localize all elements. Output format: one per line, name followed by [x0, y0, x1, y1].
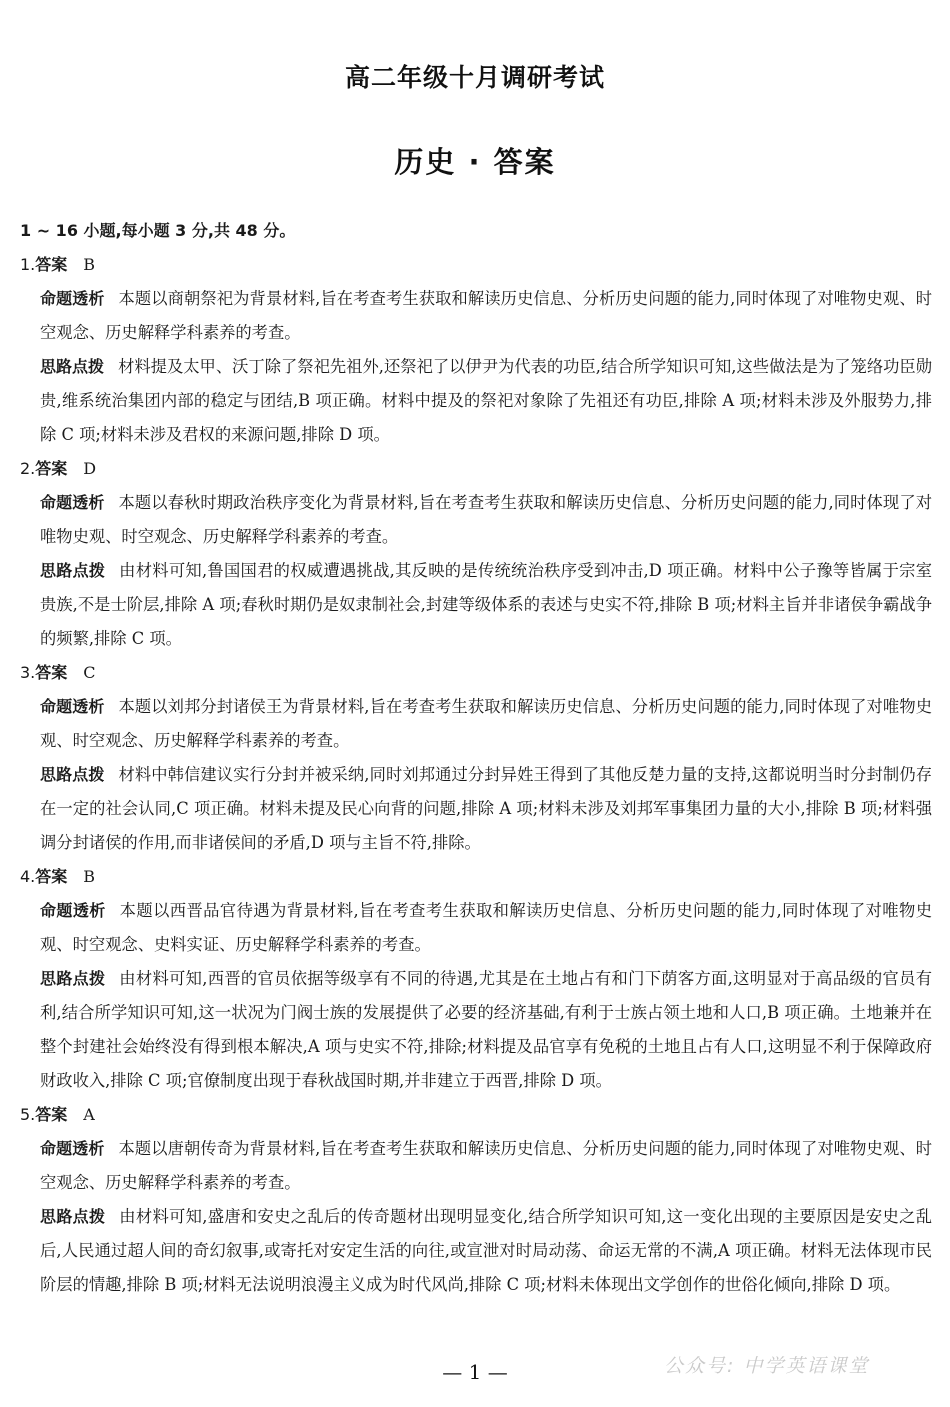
question-1-answer-row: [20, 248, 932, 282]
answer-label: 答案: [35, 255, 68, 274]
hint-label: 思路点拨: [40, 1207, 106, 1226]
question-4-hint: [20, 962, 932, 1098]
answer-letter: D: [83, 459, 97, 478]
hint-text: 材料中韩信建议实行分封并被采纳,同时刘邦通过分封异姓王得到了其他反楚力量的支持,这都说明当时分封制仍存在一定的社会认同,C 项正确。材料未提及民心向背的问题,排除 A 项;材料未涉及刘邦军事集团力量的大小,排除 B 项;材料强调分封诸侯的作用,而非诸侯间的矛盾,D 项与主旨不符,排除。: [40, 765, 932, 852]
subject-title: 历史 · 答案: [394, 145, 556, 179]
analysis-label: 命题透析: [40, 289, 105, 308]
exam-title: 高二年级十月调研考试: [344, 63, 605, 92]
watermark-text: 公众号: 中学英语课堂: [664, 1355, 870, 1377]
page-number: — 1 —: [442, 1360, 508, 1384]
answer-label: 答案: [35, 663, 68, 682]
analysis-text: 本题以商朝祭祀为背景材料,旨在考查考生获取和解读历史信息、分析历史问题的能力,同时体现了对唯物史观、时空观念、历史解释学科素养的考查。: [40, 289, 932, 342]
answer-content: [20, 214, 932, 1302]
question-2-hint: [20, 554, 932, 656]
hint-label: 思路点拨: [40, 561, 106, 580]
hint-label: 思路点拨: [40, 357, 105, 376]
question-5-hint: [20, 1200, 932, 1302]
analysis-text: 本题以唐朝传奇为背景材料,旨在考查考生获取和解读历史信息、分析历史问题的能力,同时体现了对唯物史观、时空观念、历史解释学科素养的考查。: [40, 1139, 932, 1192]
question-3-answer-row: [20, 656, 932, 690]
question-3-hint: [20, 758, 932, 860]
analysis-label: 命题透析: [40, 493, 105, 512]
analysis-text: 本题以刘邦分封诸侯王为背景材料,旨在考查考生获取和解读历史信息、分析历史问题的能力,同时体现了对唯物史观、时空观念、历史解释学科素养的考查。: [40, 697, 932, 750]
answer-letter: A: [83, 1105, 95, 1124]
question-3-analysis: [20, 690, 932, 758]
answer-label: 答案: [35, 1105, 68, 1124]
question-number: 3.: [20, 663, 36, 682]
answer-label: 答案: [35, 459, 68, 478]
question-1-analysis: [20, 282, 932, 350]
analysis-label: 命题透析: [40, 901, 106, 920]
question-number: 4.: [20, 867, 36, 886]
analysis-text: 本题以西晋品官待遇为背景材料,旨在考查考生获取和解读历史信息、分析历史问题的能力,同时体现了对唯物史观、时空观念、史料实证、历史解释学科素养的考查。: [40, 901, 932, 954]
hint-label: 思路点拨: [40, 765, 105, 784]
question-2-answer-row: [20, 452, 932, 486]
hint-text: 由材料可知,盛唐和安史之乱后的传奇题材出现明显变化,结合所学知识可知,这一变化出现的主要原因是安史之乱后,人民通过超人间的奇幻叙事,或寄托对安定生活的向往,或宣泄对时局动荡、命运无常的不满,A 项正确。材料无法体现市民阶层的情趣,排除 B 项;材料无法说明浪漫主义成为时代风尚,排除 C 项;材料未体现出文学创作的世俗化倾向,排除 D 项。: [40, 1207, 932, 1294]
analysis-label: 命题透析: [40, 1139, 105, 1158]
question-4-answer-row: [20, 860, 932, 894]
hint-label: 思路点拨: [40, 969, 106, 988]
analysis-text: 本题以春秋时期政治秩序变化为背景材料,旨在考查考生获取和解读历史信息、分析历史问题的能力,同时体现了对唯物史观、时空观念、历史解释学科素养的考查。: [40, 493, 932, 546]
question-5-answer-row: [20, 1098, 932, 1132]
answer-letter: B: [83, 255, 96, 274]
question-number: 2.: [20, 459, 36, 478]
question-number: 1.: [20, 255, 36, 274]
question-4-analysis: [20, 894, 932, 962]
hint-text: 材料提及太甲、沃丁除了祭祀先祖外,还祭祀了以伊尹为代表的功臣,结合所学知识可知,这些做法是为了笼络功臣勋贵,维系统治集团内部的稳定与团结,B 项正确。材料中提及的祭祀对象除了先祖还有功臣,排除 A 项;材料未涉及外服势力,排除 C 项;材料未涉及君权的来源问题,排除 D 项。: [40, 357, 932, 444]
analysis-label: 命题透析: [40, 697, 105, 716]
answer-letter: C: [83, 663, 96, 682]
question-5-analysis: [20, 1132, 932, 1200]
question-number: 5.: [20, 1105, 36, 1124]
hint-text: 由材料可知,西晋的官员依据等级享有不同的待遇,尤其是在土地占有和门下荫客方面,这明显对于高品级的官员有利,结合所学知识可知,这一状况为门阀士族的发展提供了必要的经济基础,有利于士族占领土地和人口,B 项正确。土地兼并在整个封建社会始终没有得到根本解决,A 项与史实不符,排除;材料提及品官享有免税的土地且占有人口,这明显不利于保障政府财政收入,排除 C 项;官僚制度出现于春秋战国时期,并非建立于西晋,排除 D 项。: [40, 969, 932, 1090]
answer-letter: B: [83, 867, 96, 886]
section-intro: 1 ~ 16 小题,每小题 3 分,共 48 分。: [20, 221, 296, 240]
question-2-analysis: [20, 486, 932, 554]
question-1-hint: [20, 350, 932, 452]
answer-label: 答案: [35, 867, 68, 886]
hint-text: 由材料可知,鲁国国君的权威遭遇挑战,其反映的是传统统治秩序受到冲击,D 项正确。材料中公子豫等皆属于宗室贵族,不是士阶层,排除 A 项;春秋时期仍是奴隶制社会,封建等级体系的表述与史实不符,排除 B 项;材料主旨并非诸侯争霸战争的频繁,排除 C 项。: [40, 561, 932, 648]
